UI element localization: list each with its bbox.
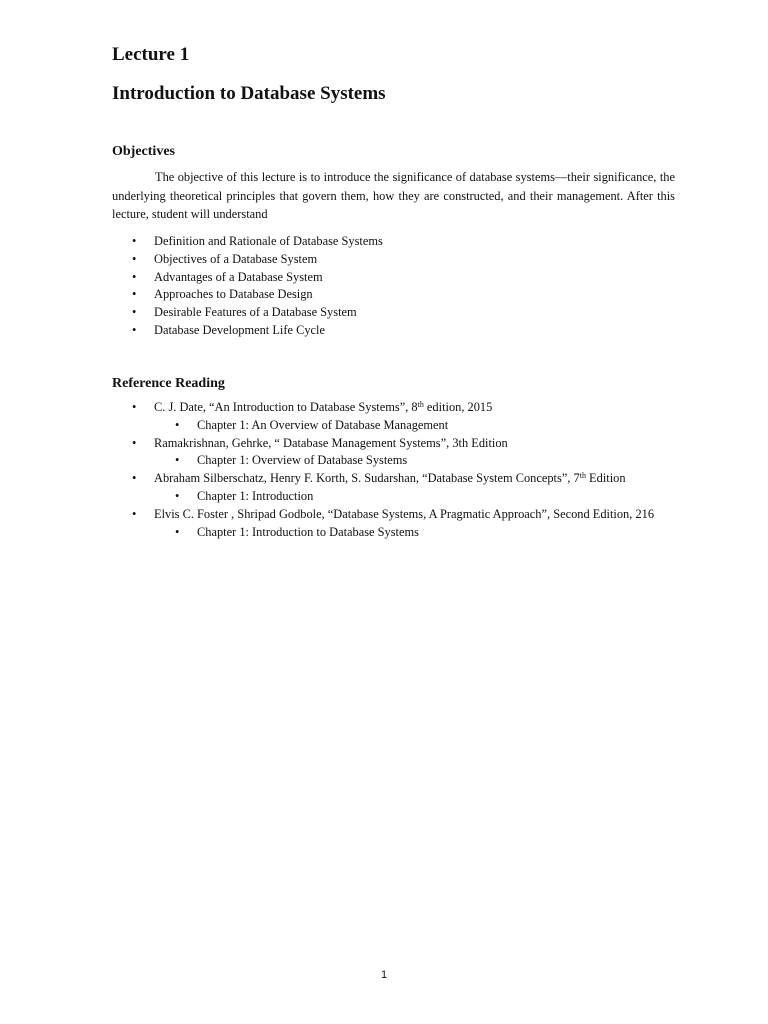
objective-item [112,251,675,269]
bullet-icon: • [175,524,180,539]
objective-text: Definition and Rationale of Database Systems [154,234,383,248]
bullet-icon: • [175,488,180,503]
lecture-title: Lecture 1 [112,44,190,65]
main-title: Introduction to Database Systems [112,83,386,104]
chapter-text: Chapter 1: Introduction [197,488,314,503]
objective-item [112,269,675,287]
reference-chapter [112,417,675,435]
bullet-icon: • [132,435,137,450]
objective-item [112,304,675,322]
intro-paragraph: The objective of this lecture is to introduce the significance of database systems—their significance, the underlying theoretical principles that govern them, how they are constructed, and their management. After this lecture, student will understand [112,170,675,221]
reference-text: C. J. Date, “An Introduction to Database Systems”, 8 [154,400,418,414]
reference-item [112,399,675,417]
bullet-icon: • [132,471,137,486]
bullet-icon: • [175,453,180,468]
reference-text-end: Edition [585,471,626,486]
reference-chapter [112,524,675,542]
chapter-text: Chapter 1: An Overview of Database Management [197,417,449,432]
objective-item [112,233,675,251]
reference-chapter [112,452,675,470]
reference-text: Elvis C. Foster , Shripad Godbole, “Database Systems, A Pragmatic Approach”, Second Edition, 216 [154,506,655,521]
objective-text: Desirable Features of a Database System [154,305,357,320]
objectives-heading: Objectives [112,144,175,159]
reference-item [112,435,675,453]
reference-item [112,470,675,488]
bullet-icon: • [132,287,137,302]
bullet-icon: • [132,506,137,521]
objective-text: Approaches to Database Design [154,287,313,302]
reference-item [112,506,675,524]
reference-chapter [112,488,675,506]
bullet-icon: • [132,269,137,284]
reference-text: Abraham Silberschatz, Henry F. Korth, S. Sudarshan, “Database System Concepts”, 7 [154,471,580,486]
objective-text: Advantages of a Database System [154,269,323,284]
bullet-icon: • [132,400,137,414]
reference-text: Ramakrishnan, Gehrke, “ Database Management Systems”, 3th Edition [154,435,508,450]
objectives-list [112,233,675,340]
bullet-icon: • [132,234,137,248]
reference-list [112,399,675,541]
reference-heading: Reference Reading [112,376,225,391]
bullet-icon: • [132,322,137,337]
objective-text: Objectives of a Database System [154,251,318,266]
chapter-text: Chapter 1: Introduction to Database Systems [197,524,419,539]
reference-superscript: th [417,400,424,409]
reference-superscript: th [579,471,586,481]
page-number: 1 [380,969,388,981]
bullet-icon: • [132,251,137,266]
bullet-icon: • [175,417,180,432]
objective-item [112,322,675,340]
objective-text: Database Development Life Cycle [154,322,325,337]
bullet-icon: • [132,305,137,320]
objective-item [112,286,675,304]
chapter-text: Chapter 1: Overview of Database Systems [197,453,408,468]
reference-text-end: edition, 2015 [423,400,493,414]
